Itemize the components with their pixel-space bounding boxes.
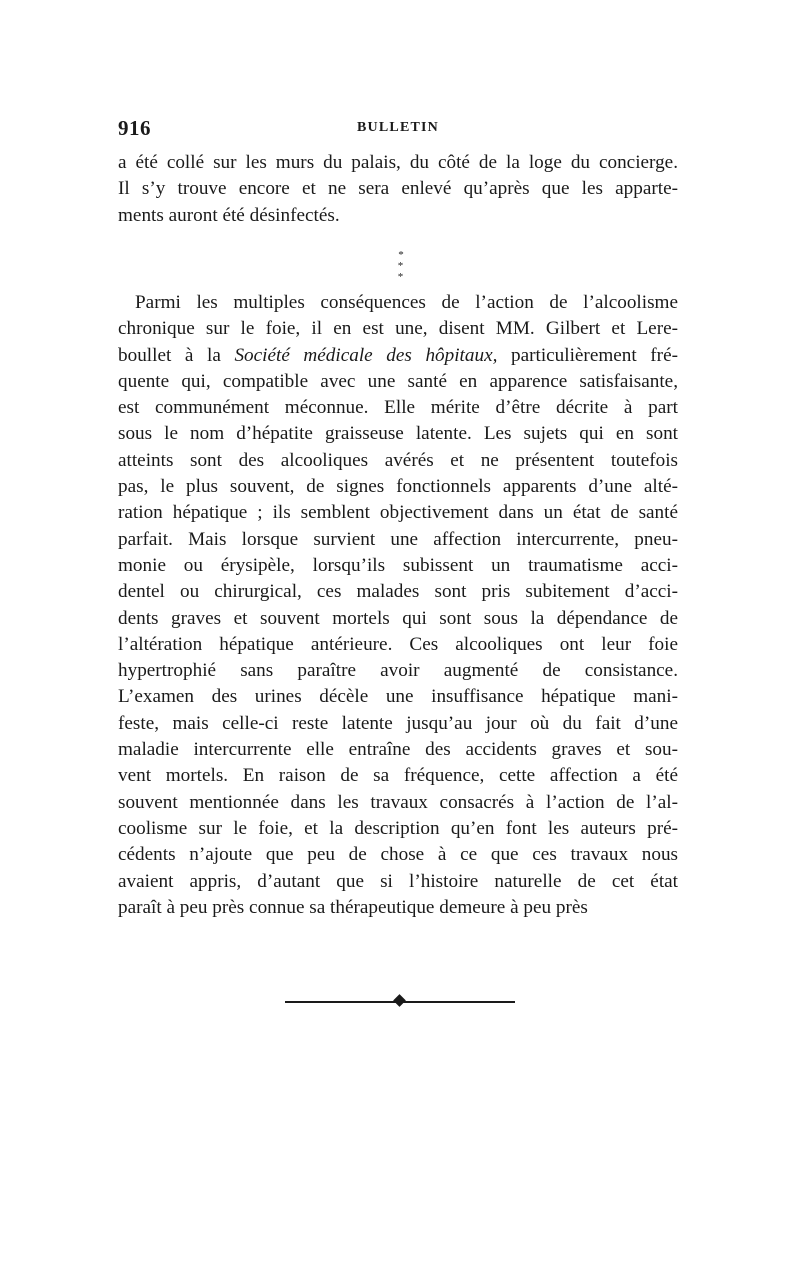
- text-fragment: particulièrement fré-: [497, 344, 678, 366]
- text-line: parfait. Mais lorsque survient une affection intercurrente, pneu-: [118, 528, 678, 550]
- text-line: Il s’y trouve encore et ne sera enlevé qu’après que les apparte-: [118, 178, 678, 200]
- text-line: avaient appris, d’autant que si l’histoire naturelle de cet état: [118, 870, 678, 892]
- society-name-italic: Société médicale des hôpitaux,: [234, 344, 498, 366]
- text-line: a été collé sur les murs du palais, du côté de la loge du concierge.: [118, 152, 678, 173]
- text-line: paraît à peu près connue sa thérapeutique demeure à peu près: [118, 896, 588, 918]
- text-line: hypertrophié sans paraître avoir augmenté de consistance.: [118, 660, 678, 682]
- page-number: 916: [118, 116, 151, 140]
- text-line: pas, le plus souvent, de signes fonctionnels apparents d’une alté-: [118, 476, 678, 498]
- text-line: monie ou érysipèle, lorsqu’ils subissent un traumatisme acci-: [118, 554, 678, 576]
- text-line: est communément méconnue. Elle mérite d’être décrite à part: [118, 397, 678, 419]
- running-title: BULLETIN: [357, 120, 439, 135]
- continued-paragraph: [118, 150, 678, 229]
- article-paragraph: [118, 290, 678, 921]
- text-line: dents graves et souvent mortels qui sont sous la dépendance de: [118, 607, 678, 629]
- text-line: sous le nom d’hépatite graisseuse latente. Les sujets qui en sont: [118, 423, 678, 445]
- text-line: L’examen des urines décèle une insuffisance hépatique mani-: [118, 686, 678, 708]
- page-header: [118, 116, 678, 146]
- text-line: ration hépatique ; ils semblent objectivement dans un état de santé: [118, 502, 678, 524]
- text-line: feste, mais celle-ci reste latente jusqu’au jour où du fait d’une: [118, 712, 678, 734]
- asterism-top: *: [398, 249, 404, 261]
- text-line-with-italic: [118, 343, 678, 369]
- asterism-bottom: * *: [397, 260, 409, 283]
- text-line: souvent mentionnée dans les travaux consacrés à l’action de l’al-: [118, 791, 678, 813]
- section-end-rule: [285, 998, 515, 1006]
- text-line: dentel ou chirurgical, ces malades sont pris subitement d’acci-: [118, 581, 678, 603]
- text-line: maladie intercurrente elle entraîne des accidents graves et sou-: [118, 739, 678, 761]
- text-line: chronique sur le foie, il en est une, disent MM. Gilbert et Lere-: [118, 318, 678, 340]
- asterism-separator: [388, 249, 414, 283]
- diamond-ornament-icon: [393, 994, 406, 1007]
- text-line: l’altération hépatique antérieure. Ces alcooliques ont leur foie: [118, 633, 678, 655]
- text-line: atteints sont des alcooliques avérés et ne présentent toutefois: [118, 449, 678, 471]
- text-line: cédents n’ajoute que peu de chose à ce que ces travaux nous: [118, 844, 678, 866]
- text-fragment: boullet à la: [118, 344, 235, 366]
- text-line: Parmi les multiples conséquences de l’action de l’alcoolisme: [135, 292, 678, 313]
- text-line: quente qui, compatible avec une santé en apparence satisfaisante,: [118, 370, 678, 392]
- text-line: vent mortels. En raison de sa fréquence, cette affection a été: [118, 765, 678, 787]
- text-line: coolisme sur le foie, et la description qu’en font les auteurs pré-: [118, 817, 678, 839]
- text-line: ments auront été désinfectés.: [118, 204, 340, 226]
